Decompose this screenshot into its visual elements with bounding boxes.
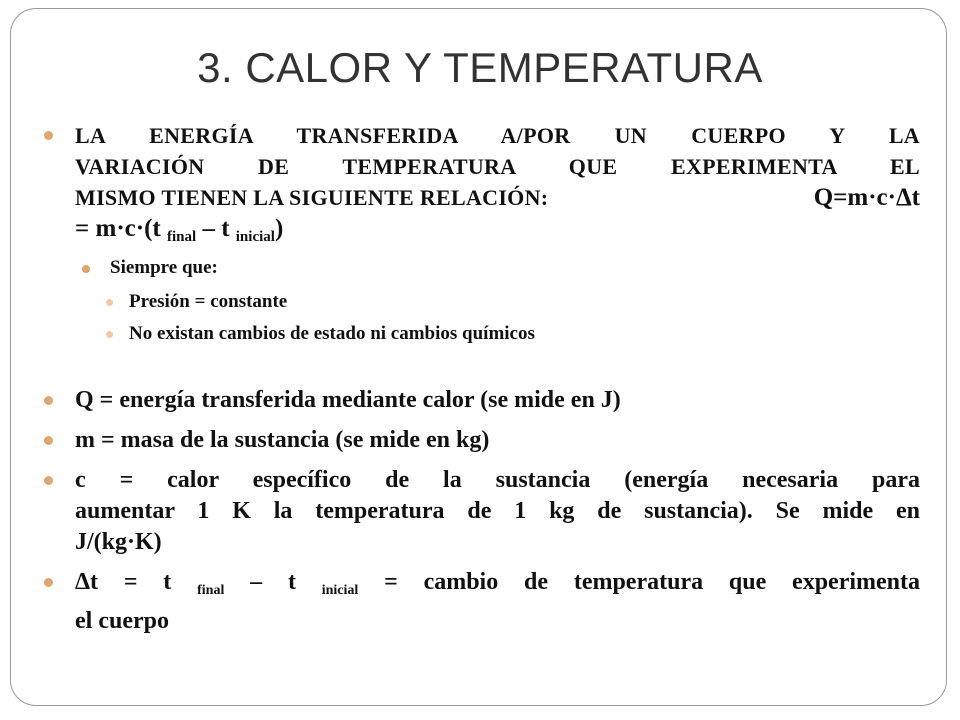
- definition-c-line-1: c = calor específico de la sustancia (energía necesaria para: [75, 467, 920, 493]
- bullet-dot: [106, 299, 113, 306]
- definition-dt: [40, 567, 920, 637]
- formula-part: = m·c·(t: [75, 215, 161, 242]
- intro-line-3: [75, 182, 920, 213]
- definition-c-line-2: aumentar 1 K la temperatura de 1 kg de sustancia). Se mide en: [75, 498, 920, 524]
- intro-bullet: [40, 120, 920, 253]
- formula-close: ): [274, 215, 284, 242]
- conditions-label-bullet: [40, 257, 920, 279]
- bullet-dot: [82, 265, 90, 273]
- dt-sub-inicial: inicial: [321, 583, 359, 598]
- intro-line-1: LA ENERGÍA TRANSFERIDA A/POR UN CUERPO Y LA: [75, 123, 920, 148]
- dt-part: Δt = t: [75, 569, 172, 595]
- formula-part: – t: [202, 215, 230, 242]
- formula-expanded: [75, 213, 920, 253]
- definition-c-line-3: J/(kg·K): [75, 529, 162, 555]
- dt-sub-final: final: [197, 583, 225, 598]
- dt-part: = cambio de temperatura que experimenta: [384, 569, 920, 595]
- definition-dt-line-2: el cuerpo: [75, 608, 169, 634]
- bullet-dot: [44, 578, 53, 587]
- condition-text: No existan cambios de estado ni cambios químicos: [129, 323, 535, 344]
- definition-dt-line-1: [75, 567, 920, 606]
- bullet-dot: [44, 436, 53, 445]
- definition-q-text: Q = energía transferida mediante calor (se mide en J): [75, 387, 621, 413]
- definition-m: [40, 425, 920, 456]
- formula-sub-final: final: [167, 229, 197, 245]
- bullet-dot: [44, 476, 53, 485]
- definition-m-text: m = masa de la sustancia (se mide en kg): [75, 427, 490, 453]
- definition-c: [40, 465, 920, 558]
- condition-item: [40, 323, 920, 345]
- bullet-dot: [44, 131, 53, 140]
- dt-part: – t: [250, 569, 296, 595]
- slide-title: 3. CALOR Y TEMPERATURA: [197, 44, 763, 91]
- bullet-dot: [44, 396, 53, 405]
- bullet-dot: [106, 331, 113, 338]
- definition-q: [40, 385, 920, 416]
- slide-content: [40, 120, 920, 637]
- conditions-label: Siempre que:: [110, 257, 218, 278]
- formula-q: Q=m·c·Δt: [813, 184, 920, 211]
- intro-line-2: VARIACIÓN DE TEMPERATURA QUE EXPERIMENTA EL: [75, 154, 920, 179]
- formula-sub-inicial: inicial: [235, 229, 275, 245]
- condition-item: [40, 291, 920, 313]
- condition-text: Presión = constante: [129, 291, 288, 312]
- intro-line-3-text: MISMO TIENEN LA SIGUIENTE RELACIÓN:: [75, 185, 549, 210]
